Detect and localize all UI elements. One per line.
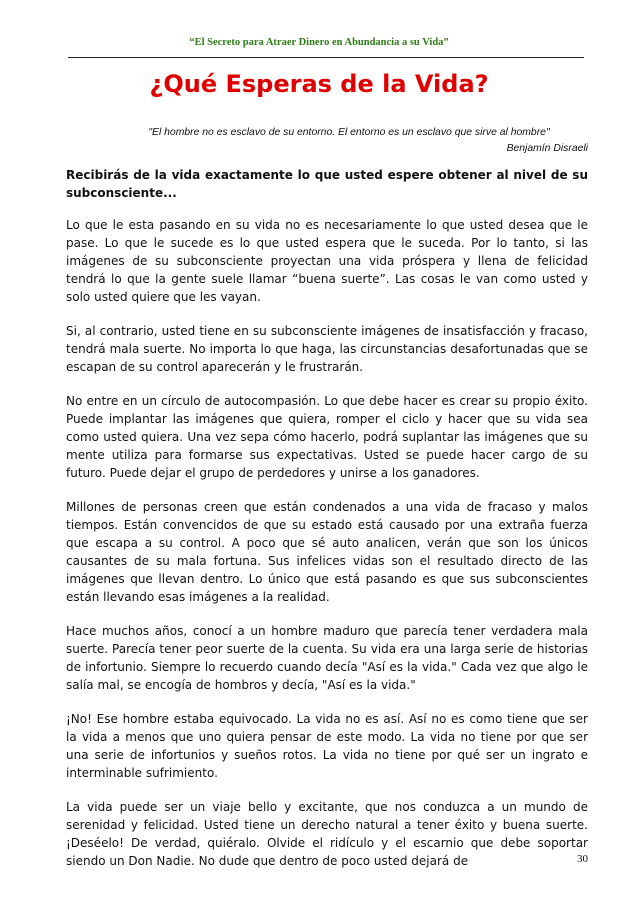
header-divider (68, 57, 584, 58)
paragraph: ¡No! Ese hombre estaba equivocado. La vida no es así. Así no es como tiene que ser la vida a menos que uno quiera pensar de este modo. La vida no tiene por que ser una serie de infortunios y sueños rotos. La vida no tiene por qué ser un ingrato e interminable sufrimiento. (66, 712, 588, 780)
page-title: ¿Qué Esperas de la Vida? (149, 70, 489, 98)
lead-paragraph: Recibirás de la vida exactamente lo que usted espere obtener al nivel de su subconsciente... (66, 168, 588, 200)
paragraph: Millones de personas creen que están condenados a una vida de fracaso y malos tiempos. Están convencidos de que su estado está causado por una extraña fuerza que escapa a su control. A poco que sé auto analicen, verán que son los únicos causantes de su mala fortuna. Sus infelices vidas son el resultado directo de las imágenes que llevan dentro. Lo único que está pasando es que sus subconscientes están llevando esas imágenes a la realidad. (66, 500, 588, 604)
epigraph-quote: "El hombre no es esclavo de su entorno. El entorno es un esclavo que sirve al hombre" (148, 127, 550, 138)
epigraph-author: Benjamín Disraeli (506, 143, 588, 154)
paragraph: Si, al contrario, usted tiene en su subconsciente imágenes de insatisfacción y fracaso, tendrá mala suerte. No importa lo que haga, las circunstancias desafortunadas que se escapan de su control aparecerán y le frustrarán. (66, 324, 588, 374)
paragraph: Hace muchos años, conocí a un hombre maduro que parecía tener verdadera mala suerte. Parecía tener peor suerte de la cuenta. Su vida era una larga serie de historias de infortunio. Siempre lo recuerdo cuando decía "Así es la vida." Cada vez que algo le salía mal, se encogía de hombros y decía, "Así es la vida." (66, 624, 588, 692)
paragraph: No entre en un círculo de autocompasión. Lo que debe hacer es crear su propio éxito. Puede implantar las imágenes que quiera, romper el ciclo y hacer que su vida sea como usted quiera. Una vez sepa cómo hacerlo, podrá suplantar las imágenes que su mente utiliza para formarse sus expectativas. Usted se puede hacer cargo de su futuro. Puede dejar el grupo de perdedores y unirse a los ganadores. (66, 394, 588, 480)
page-number: 30 (577, 853, 588, 865)
paragraph: Lo que le esta pasando en su vida no es necesariamente lo que usted desea que le pase. Lo que le sucede es lo que usted espera que le suceda. Por lo tanto, si las imágenes de su subconsciente proyectan una vida próspera y llena de felicidad tendrá lo que la gente suele llamar “buena suerte”. Las cosas le van como usted y solo usted quiere que les vayan. (66, 218, 588, 304)
body-text (66, 166, 588, 886)
running-header: “El Secreto para Atraer Dinero en Abundancia a su Vida” (189, 37, 449, 48)
paragraph: La vida puede ser un viaje bello y excitante, que nos conduzca a un mundo de serenidad y felicidad. Usted tiene un derecho natural a tener éxito y buena suerte. ¡Deséelo! De verdad, quiéralo. Olvide el ridículo y el escarnio que debe soportar siendo un Don Nadie. No dude que dentro de poco usted dejará de (66, 800, 588, 868)
